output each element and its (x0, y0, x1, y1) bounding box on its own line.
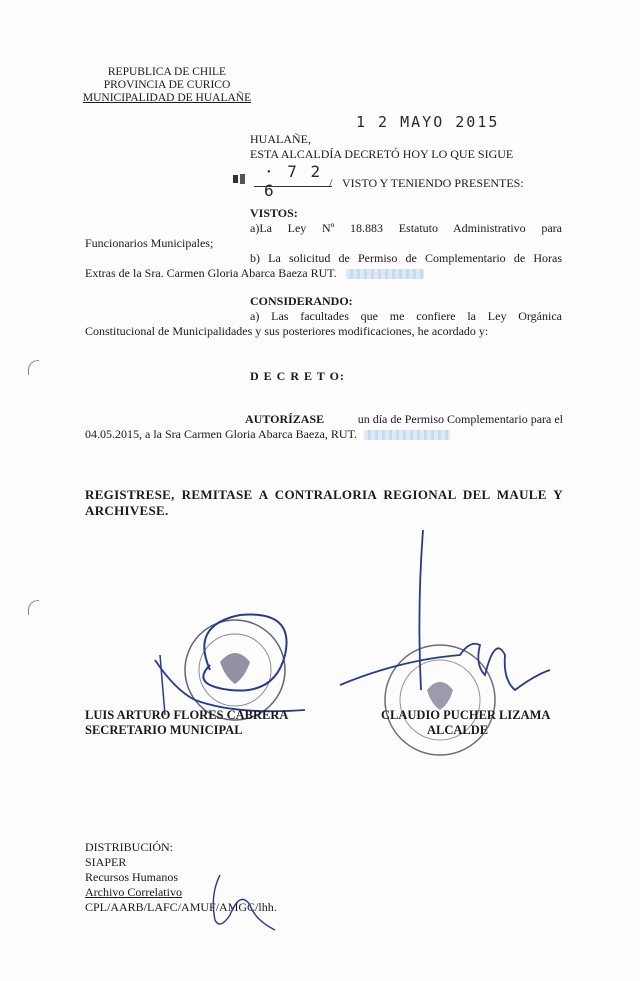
redacted-rut (346, 269, 424, 279)
left-signatory-name: LUIS ARTURO FLORES CABRERA (85, 708, 289, 722)
decree-document: REPUBLICA DE CHILE PROVINCIA DE CURICO MUNICIPALIDAD DE HUALAÑE 1 2 MAYO 2015 HUALAÑE, ESTA ALCALDÍA DECRETÓ HOY LO QUE SIGUE · 7 2 6 / VISTO Y TENIENDO PRESENTES: VISTOS: a)La Ley Nº 18.883 Estatuto Administrativo para Funcionarios Municipales; b) La solicitud de Permiso de Complementario de Horas Extras de la Sra. Carmen Gloria Abarca Baeza RUT. CONSIDERANDO: a) Las facultades que me confiere la Ley Orgánica Constitucional de Municipalidades y sus posteriores modificaciones, he acordado y: D E C R E T O: AUTORÍZASE un día de Permiso Complementario para el 04.05.2015, a la Sra Carmen Gloria Abarca Baeza, RUT. REGISTRESE, REMITASE A CONTRALORIA REGIONAL DEL MAULE Y ARCHIVESE. LUIS ARTURO FLORES CABRERA SECRETARIO MUNICIPAL CLAUDIO PUCHER LIZAMA ALCALDE DISTRIBUCIÓN: SIAPER Recursos Humanos Archivo Correlativo CPL/AARB/LAFC/AMUF/AMGC/lhh. (0, 0, 640, 981)
right-signatory-title: ALCALDE (427, 723, 489, 737)
autorizase-line2: 04.05.2015, a la Sra Carmen Gloria Abarca Baeza, RUT. (85, 427, 358, 441)
registrese-line1: REGISTRESE, REMITASE A CONTRALORIA REGIONAL DEL MAULE Y (85, 487, 563, 502)
vistos-b-line2: Extras de la Sra. Carmen Gloria Abarca Baeza RUT. (85, 266, 337, 280)
decree-number: · 7 2 6 (264, 162, 323, 200)
vistos-a-line1: a)La Ley Nº 18.883 Estatuto Administrativo para (250, 221, 562, 235)
signature-stroke (203, 615, 286, 691)
right-signatory-name: CLAUDIO PUCHER LIZAMA (381, 708, 551, 722)
redacted-rut (364, 430, 450, 440)
decree-intro: ESTA ALCALDÍA DECRETÓ HOY LO QUE SIGUE (250, 147, 514, 161)
distribution-title: DISTRIBUCIÓN: (85, 840, 174, 854)
initials-signature (180, 870, 290, 940)
autorizase-line1-rest: un día de Permiso Complementario para el (357, 412, 563, 426)
vistos-b-line2-wrap (85, 266, 424, 281)
vistos-a-line2: Funcionarios Municipales; (85, 236, 214, 250)
autorizase-line1 (245, 412, 563, 427)
autorizase-line2-wrap (85, 427, 450, 442)
considerando-line2: Constitucional de Municipalidades y sus posteriores modificaciones, he acordado y: (85, 324, 489, 338)
decreto-title: D E C R E T O: (250, 369, 345, 383)
considerando-title: CONSIDERANDO: (250, 294, 353, 308)
considerando-line1: a) Las facultades que me confiere la Ley Orgánica (250, 309, 562, 323)
letterhead-municipality: MUNICIPALIDAD DE HUALAÑE (82, 92, 252, 104)
vistos-title: VISTOS: (250, 206, 298, 220)
distribution-item: Archivo Correlativo (85, 885, 182, 899)
distribution-item: CPL/AARB/LAFC/AMUF/AMGC/lhh. (85, 900, 277, 914)
distribution-item: Recursos Humanos (85, 870, 178, 884)
vistos-b-line1: b) La solicitud de Permiso de Complementario de Horas (250, 251, 562, 265)
place-label: HUALAÑE, (250, 132, 311, 146)
autorizase-word: AUTORÍZASE (245, 412, 325, 426)
letterhead (82, 66, 252, 105)
decree-number-field (254, 162, 332, 200)
letterhead-province: PROVINCIA DE CURICO (103, 79, 231, 91)
date-stamp: 1 2 MAYO 2015 (356, 113, 500, 131)
stamp-mark-icon (232, 172, 247, 184)
registrese-line2: ARCHIVESE. (85, 503, 169, 518)
signature-stroke (419, 530, 423, 690)
left-signatory-title: SECRETARIO MUNICIPAL (85, 723, 243, 737)
letterhead-country: REPUBLICA DE CHILE (107, 66, 227, 78)
punch-hole-mark (28, 600, 39, 615)
punch-hole-mark (28, 360, 39, 375)
visto-label: VISTO Y TENIENDO PRESENTES: (342, 176, 524, 190)
distribution-item: SIAPER (85, 855, 127, 869)
